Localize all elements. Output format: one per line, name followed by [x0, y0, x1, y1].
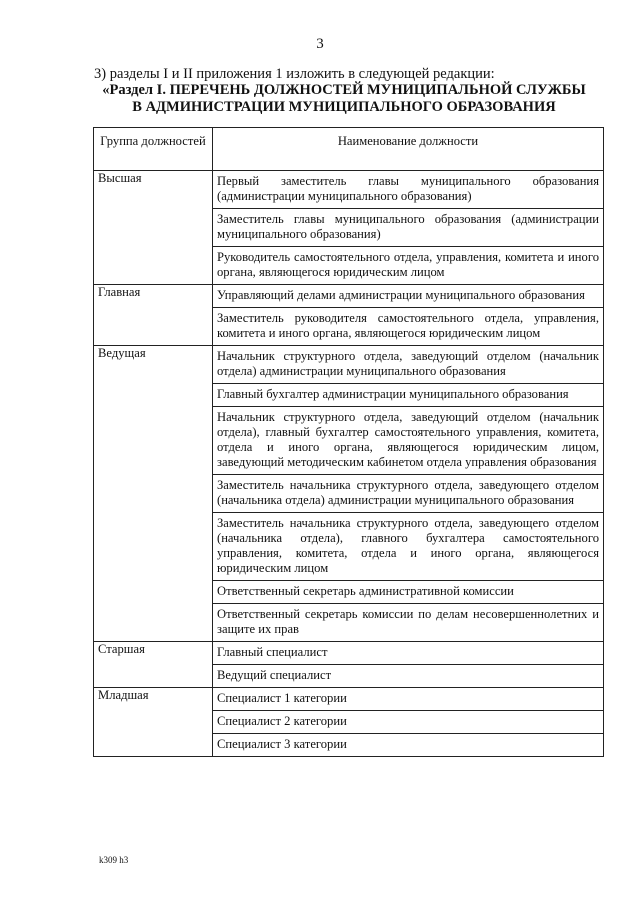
- positions-table: [93, 127, 604, 757]
- page-number: 3: [316, 36, 324, 52]
- intro-text: 3) разделы I и II приложения 1 изложить в следующей редакции:: [94, 66, 495, 82]
- position-cell: Начальник структурного отдела, заведующий отделом (начальник отдела) администрации муниципального образования: [213, 346, 604, 384]
- position-cell: Главный специалист: [213, 642, 604, 665]
- position-cell: Заместитель главы муниципального образования (администрации муниципального образования): [213, 209, 604, 247]
- table-header-row: [94, 128, 604, 171]
- section-heading-line-2: В АДМИНИСТРАЦИИ МУНИЦИПАЛЬНОГО ОБРАЗОВАНИЯ: [132, 99, 556, 115]
- position-cell: Заместитель начальника структурного отдела, заведующего отделом (начальника отдела) администрации муниципального образования: [213, 475, 604, 513]
- position-cell: Заместитель руководителя самостоятельного отдела, управления, комитета и иного органа, являющегося юридическим лицом: [213, 308, 604, 346]
- table-row: [94, 688, 604, 711]
- position-cell: Ведущий специалист: [213, 665, 604, 688]
- position-cell: Заместитель начальника структурного отдела, заведующего отделом (начальника отдела), главного бухгалтера самостоятельного управления, комитета, отдела и иного органа, являющегося юридическим лицом: [213, 513, 604, 581]
- group-cell-senior: Старшая: [94, 642, 213, 688]
- position-cell: Ответственный секретарь административной комиссии: [213, 581, 604, 604]
- section-heading: [84, 82, 604, 116]
- position-cell: Начальник структурного отдела, заведующий отделом (начальник отдела), главный бухгалтер самостоятельного управления, комитета, отдела и иного органа, являющегося юридическим лицом, заведующий методическим кабинетом отдела управления образования: [213, 407, 604, 475]
- group-cell-junior: Младшая: [94, 688, 213, 757]
- table-row: [94, 285, 604, 308]
- position-cell: Главный бухгалтер администрации муниципального образования: [213, 384, 604, 407]
- footer-code: k309 h3: [99, 855, 129, 865]
- table-row: [94, 642, 604, 665]
- header-position-name: Наименование должности: [213, 128, 604, 171]
- group-cell-main: Главная: [94, 285, 213, 346]
- position-cell: Специалист 1 категории: [213, 688, 604, 711]
- position-cell: Управляющий делами администрации муниципального образования: [213, 285, 604, 308]
- position-cell: Ответственный секретарь комиссии по делам несовершеннолетних и защите их прав: [213, 604, 604, 642]
- table-row: [94, 346, 604, 384]
- section-heading-line-1: «Раздел I. ПЕРЕЧЕНЬ ДОЛЖНОСТЕЙ МУНИЦИПАЛЬНОЙ СЛУЖБЫ: [102, 82, 586, 98]
- group-cell-leading: Ведущая: [94, 346, 213, 642]
- position-cell: Специалист 3 категории: [213, 734, 604, 757]
- position-cell: Специалист 2 категории: [213, 711, 604, 734]
- table-row: [94, 171, 604, 209]
- position-cell: Первый заместитель главы муниципального образования (администрации муниципального образования): [213, 171, 604, 209]
- group-cell-highest: Высшая: [94, 171, 213, 285]
- header-group: Группа должностей: [94, 128, 213, 171]
- position-cell: Руководитель самостоятельного отдела, управления, комитета и иного органа, являющегося юридическим лицом: [213, 247, 604, 285]
